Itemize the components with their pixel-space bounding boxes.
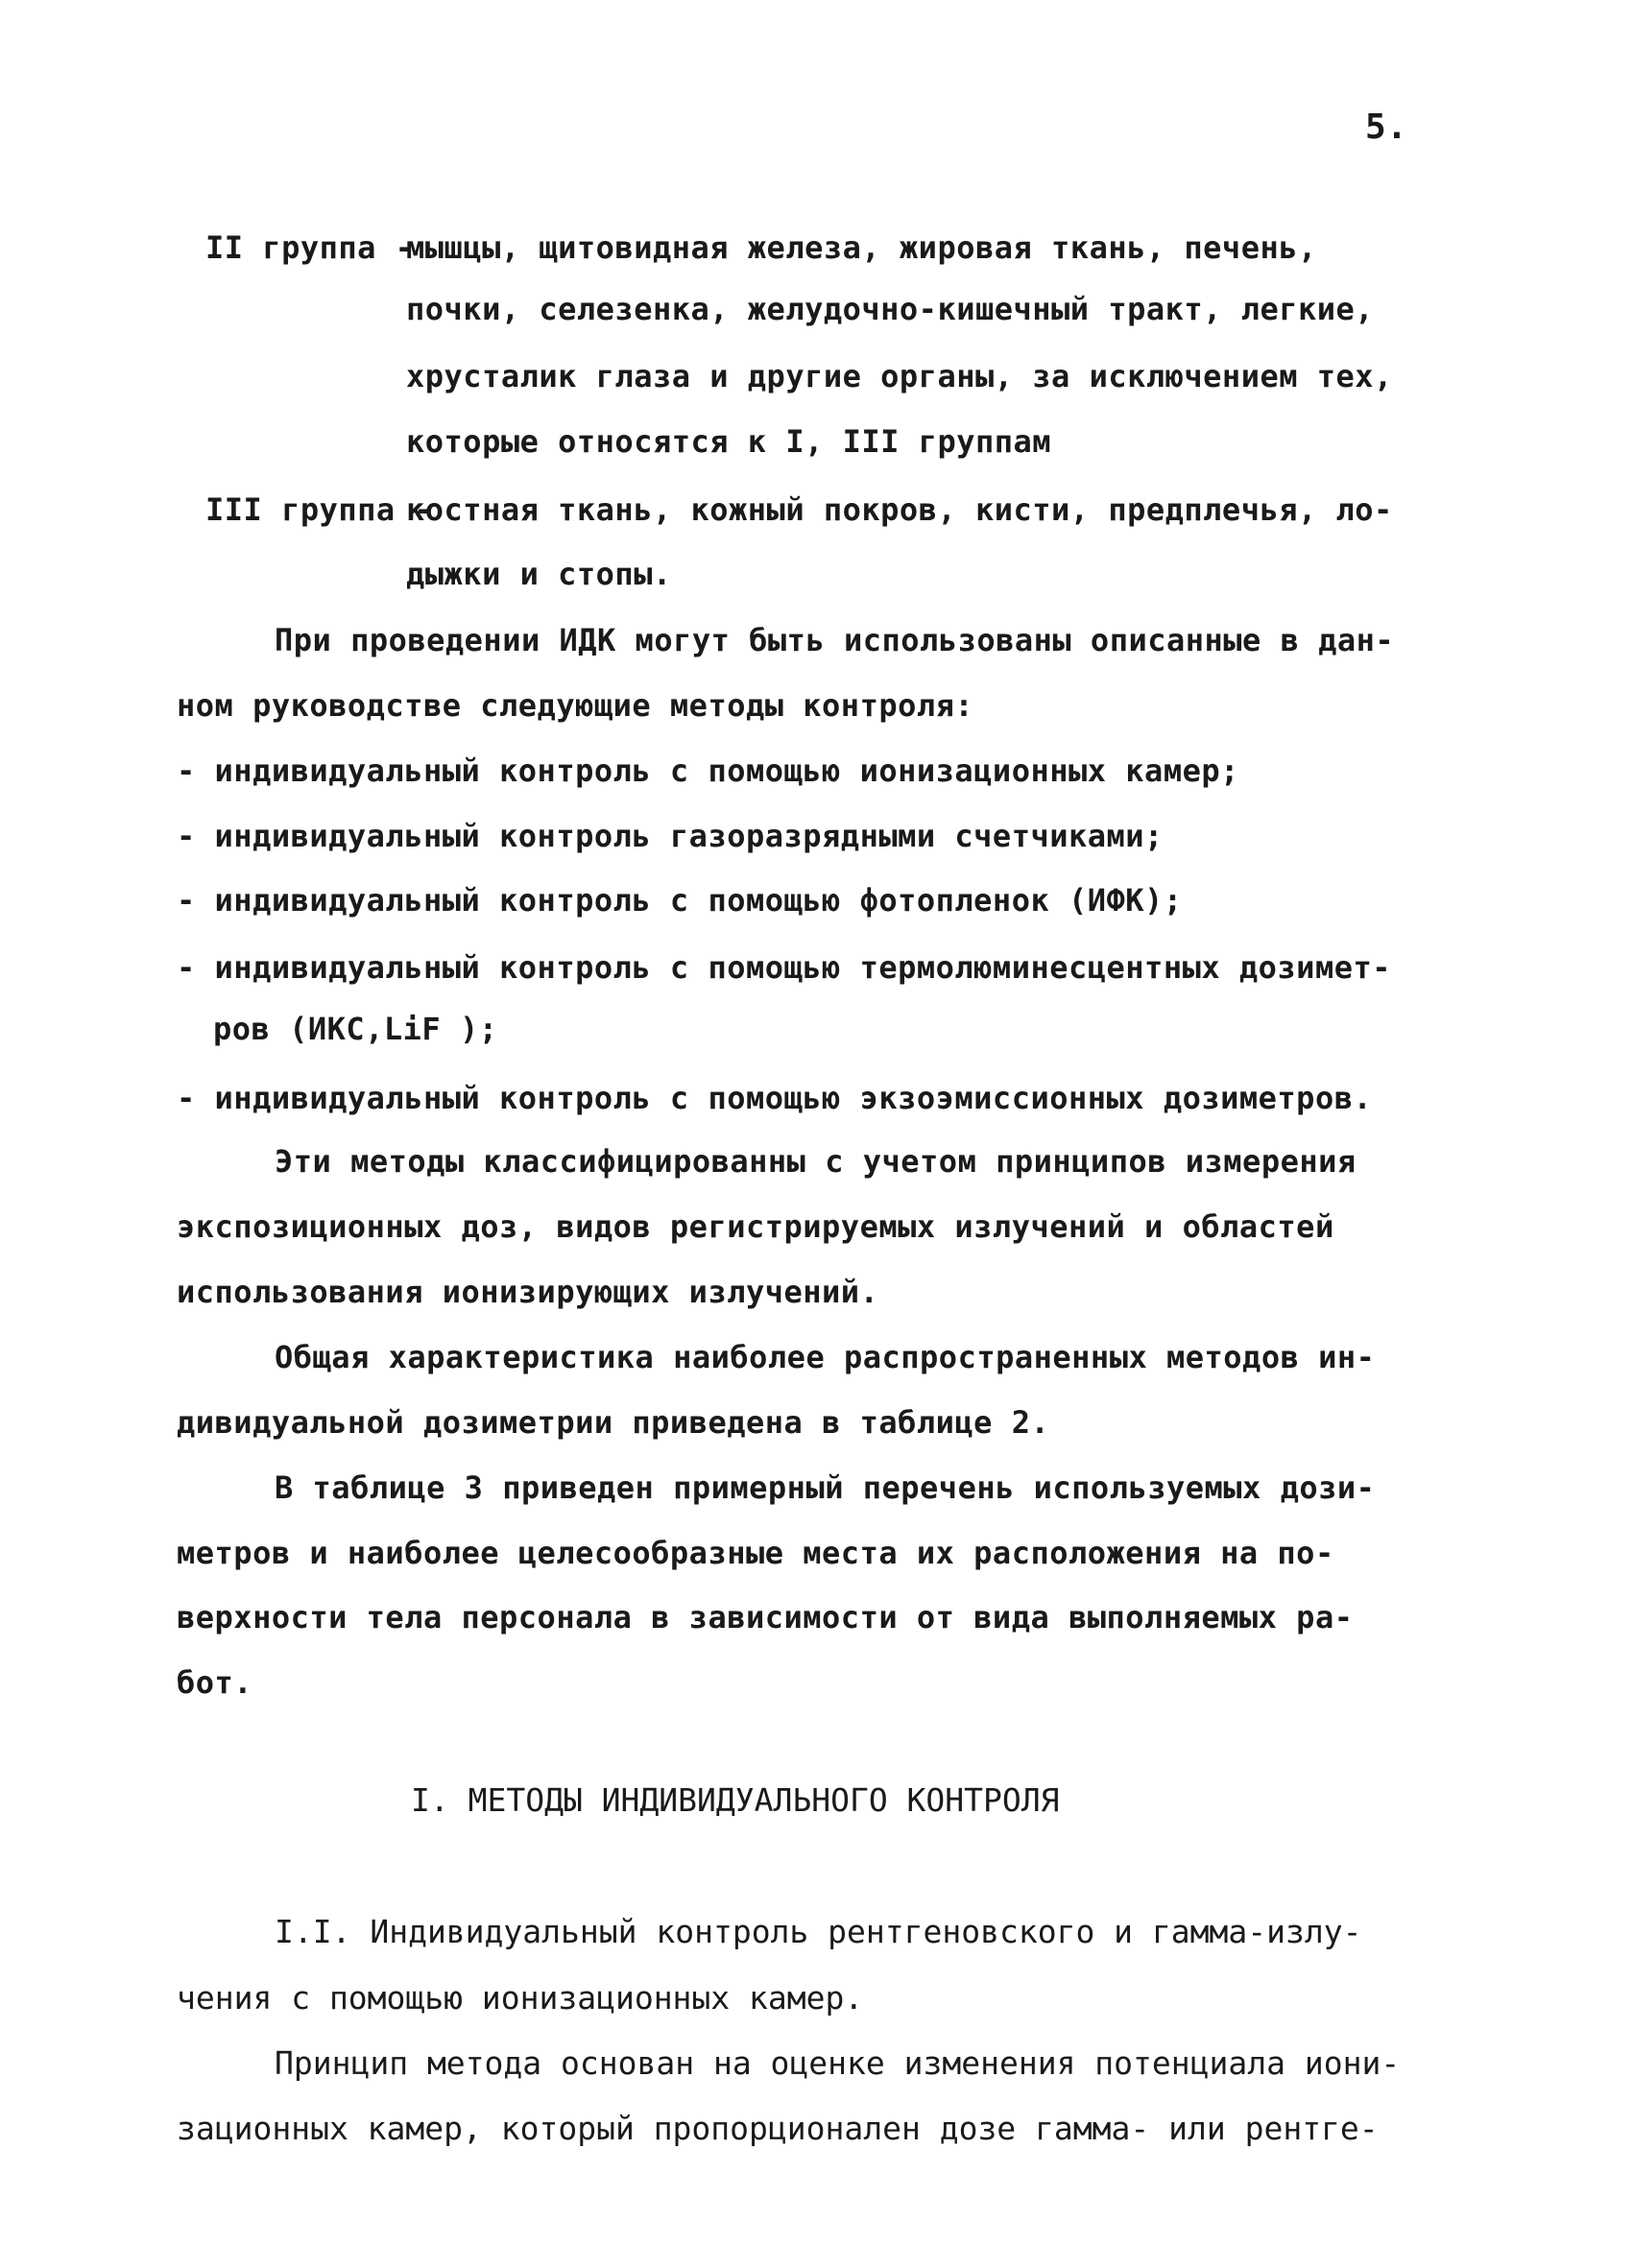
subsection-heading-line-2: чения с помощью ионизационных камер.: [177, 1979, 864, 2017]
group-3-line-2: дыжки и стопы.: [406, 556, 672, 592]
group-3-line-1: костная ткань, кожный покров, кисти, предплечья, ло-: [406, 491, 1393, 528]
table3-line-3: верхности тела персонала в зависимости от вида выполняемых ра-: [177, 1599, 1354, 1635]
methods-list-item: - индивидуальный контроль с помощью ионизационных камер;: [177, 752, 1239, 789]
table3-line-4: бот.: [177, 1664, 253, 1701]
table2-line-1: Общая характеристика наиболее распространенных методов ин-: [275, 1339, 1376, 1375]
table3-line-1: В таблице 3 приведен примерный перечень используемых дози-: [275, 1469, 1376, 1506]
table2-line-2: дивидуальной дозиметрии приведена в таблице 2.: [177, 1404, 1050, 1441]
group-3-label: III группа -: [205, 491, 434, 528]
page-number: 5.: [1365, 107, 1408, 147]
classification-line-3: использования ионизирующих излучений.: [177, 1274, 879, 1310]
methods-intro-line-1: При проведении ИДК могут быть использованы описанные в дан-: [275, 622, 1395, 658]
group-2-line-2: почки, селезенка, желудочно-кишечный тракт, легкие,: [406, 291, 1375, 327]
principle-line-2: зационных камер, который пропорционален дозе гамма- или рентге-: [177, 2110, 1379, 2147]
methods-list-item: - индивидуальный контроль газоразрядными счетчиками;: [177, 818, 1164, 854]
group-2-label: II группа -: [205, 229, 415, 266]
classification-line-1: Эти методы классифицированны с учетом принципов измерения: [275, 1143, 1357, 1180]
group-2-line-3: хрусталик глаза и другие органы, за исключением тех,: [406, 358, 1393, 394]
table3-line-2: метров и наиболее целесообразные места их расположения на по-: [177, 1535, 1334, 1571]
classification-line-2: экспозиционных доз, видов регистрируемых излучений и областей: [177, 1208, 1334, 1245]
methods-list-item: - индивидуальный контроль с помощью термолюминесцентных дозимет-: [177, 949, 1391, 986]
section-heading: I. МЕТОДЫ ИНДИВИДУАЛЬНОГО КОНТРОЛЯ: [411, 1781, 1060, 1819]
methods-list-item: - индивидуальный контроль с помощью фотопленок (ИФК);: [177, 882, 1183, 919]
principle-line-1: Принцип метода основан на оценке изменения потенциала иони-: [275, 2044, 1401, 2082]
subsection-heading-line-1: I.I. Индивидуальный контроль рентгеновского и гамма-излу-: [275, 1913, 1362, 1950]
methods-list-item: - индивидуальный контроль с помощью экзоэмиссионных дозиметров.: [177, 1080, 1373, 1116]
group-2-line-1: мышцы, щитовидная железа, жировая ткань, печень,: [406, 229, 1317, 266]
group-2-line-4: которые относятся к I, III группам: [406, 423, 1052, 460]
methods-intro-line-2: ном руководстве следующие методы контроля:: [177, 687, 974, 724]
methods-list-item-continuation: ров (ИКС,LiF );: [213, 1011, 498, 1047]
